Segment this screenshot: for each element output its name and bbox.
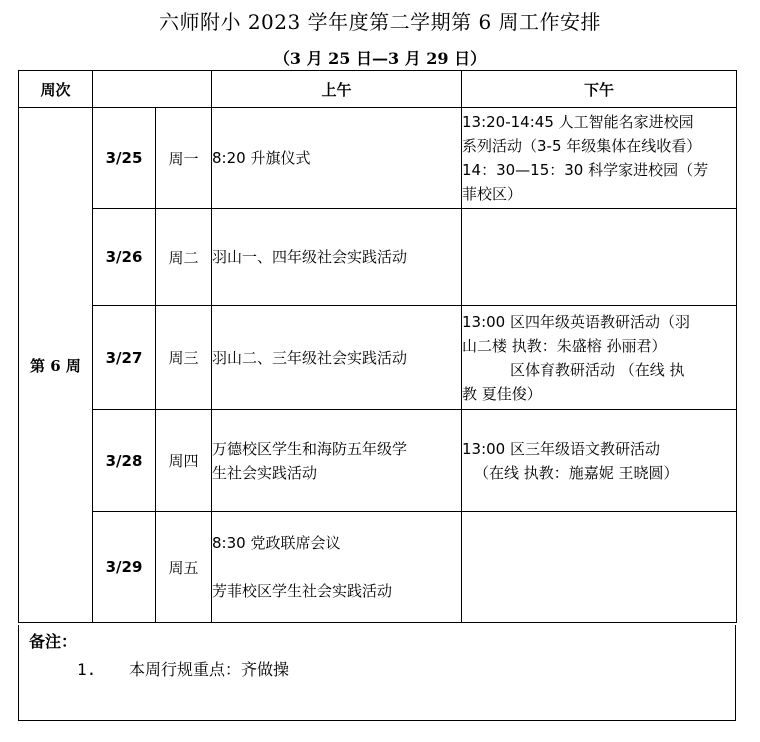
pm-line: 菲校区） xyxy=(462,185,523,203)
table-row xyxy=(19,512,737,623)
weekday-cell: 周四 xyxy=(156,410,212,512)
table-row xyxy=(19,209,737,306)
pm-cell xyxy=(462,306,737,410)
am-line: 芳菲校区学生社会实践活动 xyxy=(212,582,393,600)
pm-line: 山二楼 执教：朱盛榕 孙丽君） xyxy=(462,336,667,355)
weekday-cell: 周五 xyxy=(156,512,212,623)
table-row xyxy=(19,306,737,410)
notes-box xyxy=(18,625,736,721)
date-cell: 3/27 xyxy=(93,306,156,410)
table-row xyxy=(19,410,737,512)
header-am: 上午 xyxy=(212,71,462,108)
header-week: 周次 xyxy=(19,71,93,108)
pm-cell xyxy=(462,209,737,306)
am-cell xyxy=(212,512,462,623)
note-number: 1. xyxy=(77,660,97,679)
date-cell: 3/25 xyxy=(93,108,156,209)
pm-line: 教 夏佳俊） xyxy=(462,384,542,403)
date-range: （3 月 25 日—3 月 29 日） xyxy=(273,49,487,68)
am-cell xyxy=(212,209,462,306)
pm-line: （在线 执教：施嘉妮 王晓圆） xyxy=(474,463,679,482)
am-line: 8:30 党政联席会议 xyxy=(212,534,341,552)
am-line: 羽山一、四年级社会实践活动 xyxy=(212,248,408,266)
week-label: 第 6 周 xyxy=(19,108,93,623)
page-title: 六师附小 2023 学年度第二学期第 6 周工作安排 xyxy=(158,10,602,34)
am-line: 生社会实践活动 xyxy=(212,463,318,482)
table-row xyxy=(19,108,737,209)
note-item xyxy=(77,657,289,680)
weekday-cell: 周三 xyxy=(156,306,212,410)
note-text: 本周行规重点：齐做操 xyxy=(129,660,290,679)
header-blank xyxy=(93,71,212,108)
weekday-cell: 周一 xyxy=(156,108,212,209)
pm-cell xyxy=(462,410,737,512)
pm-cell xyxy=(462,512,737,623)
am-line: 8:20 升旗仪式 xyxy=(212,149,311,167)
date-cell: 3/26 xyxy=(93,209,156,306)
am-cell xyxy=(212,108,462,209)
pm-line: 13:00 区四年级英语教研活动（羽 xyxy=(462,312,690,331)
header-pm: 下午 xyxy=(462,71,737,108)
notes-title: 备注： xyxy=(29,632,78,651)
am-line: 万德校区学生和海防五年级学 xyxy=(212,439,408,458)
pm-cell xyxy=(462,108,737,209)
header-row xyxy=(19,71,737,108)
date-cell: 3/28 xyxy=(93,410,156,512)
schedule-table xyxy=(18,70,737,623)
weekday-cell: 周二 xyxy=(156,209,212,306)
am-cell xyxy=(212,410,462,512)
am-line: 羽山二、三年级社会实践活动 xyxy=(212,348,408,367)
pm-line: 13:20-14:45 人工智能名家进校园 xyxy=(462,113,694,131)
am-cell xyxy=(212,306,462,410)
pm-line: 14：30—15：30 科学家进校园（芳 xyxy=(462,161,709,179)
date-cell: 3/29 xyxy=(93,512,156,623)
pm-line: 13:00 区三年级语文教研活动 xyxy=(462,439,660,458)
pm-line: 系列活动（3-5 年级集体在线收看） xyxy=(462,137,702,155)
pm-line: 区体育教研活动 （在线 执 xyxy=(510,360,685,379)
